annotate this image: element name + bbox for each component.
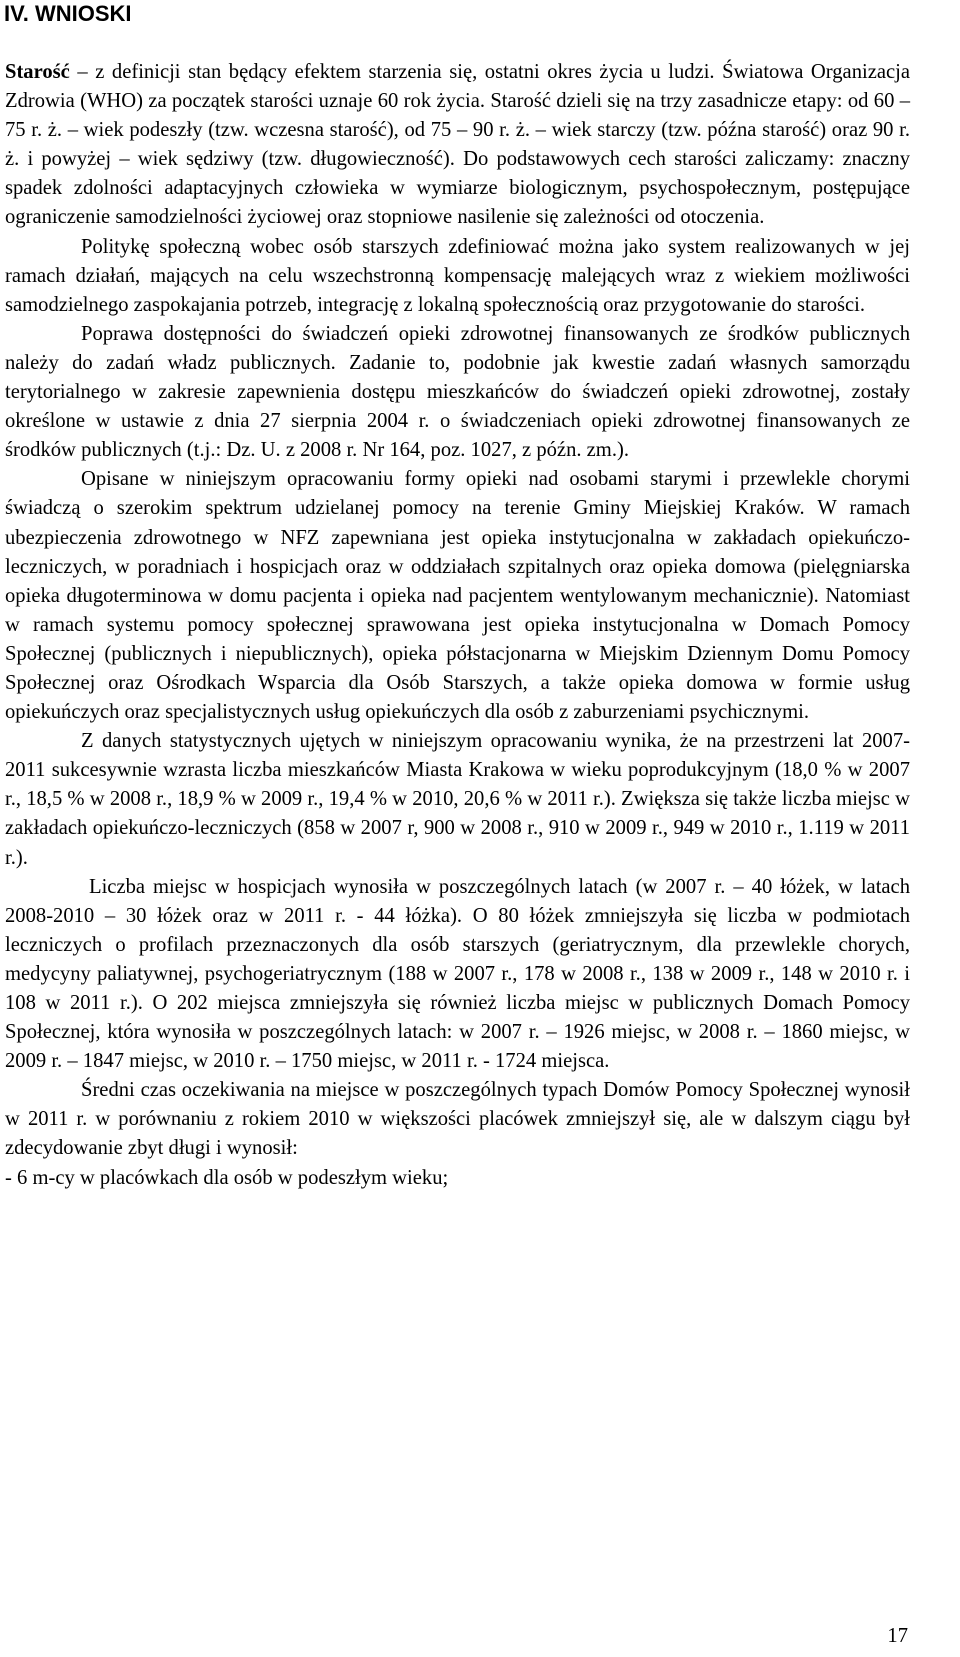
paragraph-definition-text: – z definicji stan będący efektem starzenia się, ostatni okres życia u ludzi. Światowa Organizacja Zdrowia (WHO) za początek starości uznaje 60 rok życia. Starość dzieli się na trzy zasadnicze etapy: od 60 – 75 r. ż. – wiek podeszły (tzw. wczesna starość), od 75 – 90 r. ż. – wiek starczy (tzw. późna starość) oraz 90 r. ż. i powyżej – wiek sędziwy (tzw. długowieczność). Do podstawowych cech starości zaliczamy: znaczny spadek zdolności adaptacyjnych człowieka w wymiarze biologicznym, psychospołecznym, postępujące ograniczenie samodzielności życiowej oraz stopniowe nasilenie się zależności od otoczenia. (5, 61, 910, 229)
section-heading: IV. WNIOSKI (4, 1, 132, 26)
list-item-elderly-facilities: - 6 m-cy w placówkach dla osób w podeszłym wieku; (5, 1166, 449, 1189)
paragraph-waiting-time: Średni czas oczekiwania na miejsce w poszczególnych typach Domów Pomocy Społecznej wynosił w 2011 r. w porównaniu z rokiem 2010 w większości placówek zmniejszył się, ale w dalszym ciągu był zdecydowanie zbyt długi i wynosił: (5, 1079, 910, 1160)
paragraph-definition (5, 58, 910, 233)
paragraph-healthcare-access: Poprawa dostępności do świadczeń opieki zdrowotnej finansowanych ze środków publicznych należy do zadań władz publicznych. Zadanie to, podobnie jak kwestie zadań własnych samorządu terytorialnego w zakresie zapewnienia dostępu mieszkańców do świadczeń opieki zdrowotnej, zostały określone w ustawie z dnia 27 sierpnia 2004 r. o świadczeniach opieki zdrowotnej finansowanych ze środków publicznych (t.j.: Dz. U. z 2008 r. Nr 164, poz. 1027, z późn. zm.). (5, 322, 910, 462)
document-body (5, 58, 910, 1193)
term-starosc: Starość (5, 61, 70, 83)
paragraph-statistics: Z danych statystycznych ujętych w niniejszym opracowaniu wynika, że na przestrzeni lat 2007-2011 sukcesywnie wzrasta liczba mieszkańców Miasta Krakowa w wieku poprodukcyjnym (18,0 % w 2007 r., 18,5 % w 2008 r., 18,9 % w 2009 r., 19,4 % w 2010, 20,6 % w 2011 r.). Zwiększa się także liczba miejsc w zakładach opiekuńczo-leczniczych (858 w 2007 r, 900 w 2008 r., 910 w 2009 r., 949 w 2010 r., 1.119 w 2011 r.). (5, 730, 910, 869)
paragraph-hospice-places: Liczba miejsc w hospicjach wynosiła w poszczególnych latach (w 2007 r. – 40 łóżek, w latach 2008-2010 – 30 łóżek oraz w 2011 r. - 44 łóżka). O 80 łóżek zmniejszyła się liczba w podmiotach leczniczych o profilach przeznaczonych dla osób starszych (geriatrycznym, dla przewlekle chorych, medycyny paliatywnej, psychogeriatrycznym (188 w 2007 r., 178 w 2008 r., 138 w 2009 r., 148 w 2010 r. i 108 w 2011 r.). O 202 miejsca zmniejszyła się również liczba miejsc w publicznych Domach Pomocy Społecznej, która wynosiła w poszczególnych latach: w 2007 r. – 1926 miejsc, w 2008 r. – 1860 miejsc, w 2009 r. – 1847 miejsc, w 2010 r. – 1750 miejsc, w 2011 r. - 1724 miejsca. (5, 875, 910, 1073)
paragraph-social-policy: Politykę społeczną wobec osób starszych zdefiniować można jako system realizowanych w jej ramach działań, mających na celu wszechstronną kompensację malejących wraz z wiekiem możliwości samodzielnego zaspokajania potrzeb, integrację z lokalną społecznością oraz przygotowanie do starości. (5, 235, 910, 316)
paragraph-care-forms: Opisane w niniejszym opracowaniu formy opieki nad osobami starymi i przewlekle chorymi świadczą o szerokim spektrum udzielanej pomocy na terenie Gminy Miejskiej Kraków. W ramach ubezpieczenia zdrowotnego w NFZ zapewniana jest opieka instytucjonalna w zakładach opiekuńczo-leczniczych, w poradniach i hospicjach oraz w oddziałach szpitalnych oraz opieka domowa (pielęgniarska opieka długoterminowa w domu pacjenta i opieka nad pacjentem wentylowanym mechanicznie). Natomiast w ramach systemu pomocy społecznej sprawowana jest opieka instytucjonalna w Domach Pomocy Społecznej (publicznych i niepublicznych), opieka półstacjonarna w Miejskim Dziennym Domu Pomocy Społecznej oraz Ośrodkach Wsparcia dla Osób Starszych, a także opieka domowa w formie usług opiekuńczych oraz specjalistycznych usług opiekuńczych dla osób z zaburzeniami psychicznymi. (5, 468, 910, 724)
page-number: 17 (887, 1625, 908, 1647)
